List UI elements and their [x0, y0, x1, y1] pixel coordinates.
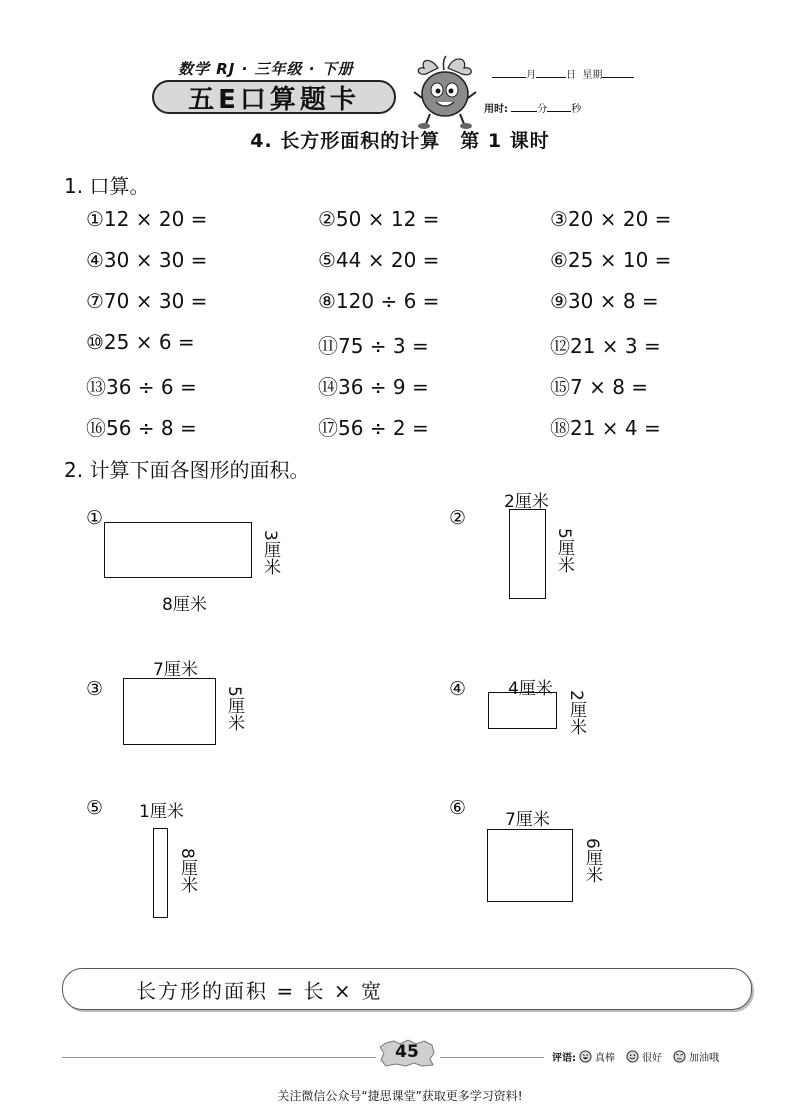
rating-great: 真棒: [595, 1053, 615, 1064]
figure-5-width: 8厘米: [177, 848, 197, 893]
problem-1: ①12 × 20 =: [86, 207, 208, 231]
day-blank[interactable]: [536, 67, 566, 78]
figure-3-length: 7厘米: [153, 660, 198, 680]
mascot-icon: [408, 52, 482, 130]
smile-face-icon[interactable]: [626, 1050, 639, 1063]
figure-6-width: 6厘米: [582, 838, 602, 883]
problem-14: ⑭36 ÷ 9 =: [318, 375, 429, 399]
rating-keep-going: 加油哦: [689, 1053, 719, 1064]
figure-2-width: 5厘米: [554, 528, 574, 573]
brand-title: 五E口算题卡: [152, 80, 396, 114]
laughing-face-icon[interactable]: [579, 1050, 592, 1063]
figure-2-length: 2厘米: [504, 492, 549, 512]
figure-5-length: 1厘米: [139, 802, 184, 822]
figure-1-width: 3厘米: [260, 530, 280, 575]
problem-13: ⑬36 ÷ 6 =: [86, 375, 197, 399]
problem-8: ⑧120 ÷ 6 =: [318, 289, 440, 313]
problem-7: ⑦70 × 30 =: [86, 289, 208, 313]
figure-4-length: 4厘米: [508, 679, 553, 699]
problem-16: ⑯56 ÷ 8 =: [86, 416, 197, 440]
figure-3-width: 5厘米: [224, 686, 244, 731]
problem-6: ⑥25 × 10 =: [550, 248, 672, 272]
problem-9: ⑨30 × 8 =: [550, 289, 659, 313]
figure-3-number: ③: [86, 678, 104, 700]
problem-17: ⑰56 ÷ 2 =: [318, 416, 429, 440]
page-number: 45: [395, 1042, 419, 1062]
second-blank[interactable]: [547, 101, 571, 112]
figure-6-rectangle: [487, 829, 573, 902]
determined-face-icon[interactable]: [673, 1050, 686, 1063]
problem-4: ④30 × 30 =: [86, 248, 208, 272]
time-fields: 用时: 分 秒: [484, 100, 581, 115]
footer-divider-right: [440, 1057, 544, 1058]
footer-note: 关注微信公众号“捷思课堂”获取更多学习资料!: [277, 1089, 523, 1103]
rating-good: 很好: [642, 1053, 662, 1064]
figure-4-width: 2厘米: [566, 690, 586, 735]
area-formula: 长方形的面积 = 长 × 宽: [136, 979, 383, 1003]
section2-heading: 2. 计算下面各图形的面积。: [64, 458, 310, 482]
section1-heading: 1. 口算。: [64, 174, 150, 198]
footer-divider-left: [62, 1057, 376, 1058]
problem-12: ⑫21 × 3 =: [550, 334, 661, 358]
figure-5-number: ⑤: [86, 797, 104, 819]
figure-4-number: ④: [449, 678, 467, 700]
date-fields: 月 日 星期: [492, 66, 634, 81]
figure-1-length: 8厘米: [162, 595, 207, 615]
problem-18: ⑱21 × 4 =: [550, 416, 661, 440]
figure-2-number: ②: [449, 507, 467, 529]
month-blank[interactable]: [492, 67, 526, 78]
weekday-blank[interactable]: [602, 67, 634, 78]
problem-15: ⑮7 × 8 =: [550, 375, 649, 399]
figure-3-rectangle: [123, 678, 216, 745]
page-title: 4. 长方形面积的计算 第 1 课时: [250, 130, 550, 152]
problem-5: ⑤44 × 20 =: [318, 248, 440, 272]
figure-4-rectangle: [488, 692, 557, 729]
figure-1-rectangle: [104, 522, 252, 578]
minute-blank[interactable]: [511, 101, 537, 112]
problem-2: ②50 × 12 =: [318, 207, 440, 231]
problem-10: ⑩25 × 6 =: [86, 330, 195, 354]
problem-11: ⑪75 ÷ 3 =: [318, 334, 429, 358]
figure-2-rectangle: [509, 509, 546, 599]
problem-3: ③20 × 20 =: [550, 207, 672, 231]
figure-6-length: 7厘米: [505, 810, 550, 830]
figure-6-number: ⑥: [449, 797, 467, 819]
figure-1-number: ①: [86, 507, 104, 529]
book-subject: 数学 RJ · 三年级 · 下册: [178, 60, 354, 78]
figure-5-rectangle: [153, 828, 168, 918]
rating-row: 评语: 真棒 很好 加油哦: [552, 1049, 719, 1064]
